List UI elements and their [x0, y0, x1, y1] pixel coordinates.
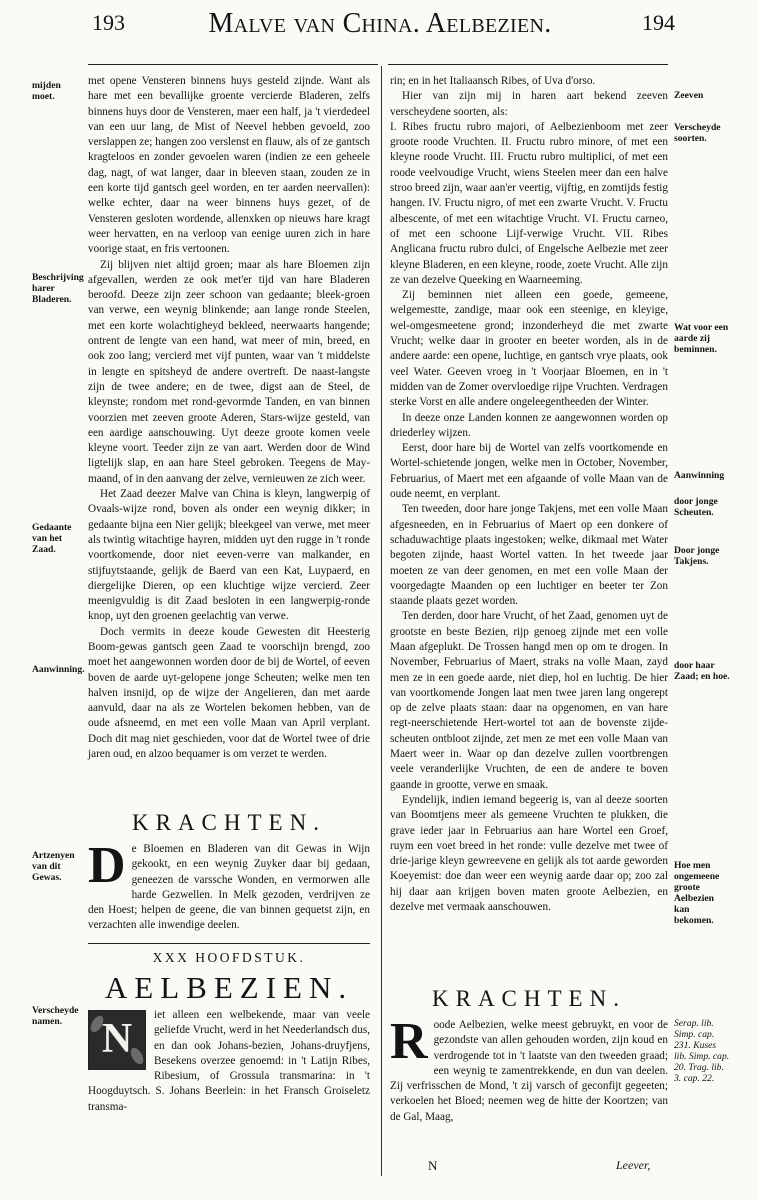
- margin-note: Artzenyen van dit Gewas.: [32, 850, 75, 883]
- margin-note: Aanwinning: [674, 470, 725, 481]
- initial-letter: N: [101, 1016, 133, 1062]
- section-heading-krachten: KRACHTEN.: [432, 986, 626, 1011]
- krachten-text: oode Aelbezien, welke meest gebruykt, en voor de gezondste van allen gehouden worden, zijn koud en verdrogende tot in 't laatste van den tweeden graad; een weynig te zamentrekkende, en dun van deelen. Zij verfrisschen de Mond, 't zij varsch of geconfijt gegeeten; verkoelen het Bloed; neemen weg de hitte der Koortzen; van de Gal, Maag,: [390, 1019, 668, 1123]
- margin-note: Gedaante van het Zaad.: [32, 522, 72, 555]
- paragraph: Ten derden, door hare Vrucht, of het Zaad, genomen uyt de grootste en beste Bezien, rijp genoeg zijnde met een volle Maan afgeplukt. De Trossen hangd men op om te drogen. In November, Februarius of Maert, straks na volle Maan, zayd men ze in een goede aarde, niet diep, hol en luchtig. De hier van voortkomende Jongen laat men twee jaren lang ongerept op de zelve plaats staan: daar na opgenomen, en van hare regt-neerschietende Hert-wortel tot aan de bovenste zijde-scheuten ontbloot zijnde, zet men ze met een volle Maan van Maert weer in. Waar op dan dezelve zullen voortbrengen veele veranderlijke Vruchten, de een de andere te boven gaande in grootte, verwe en smaak.: [390, 610, 668, 791]
- krachten-text: e Bloemen en Bladeren van dit Gewas in Wijn gekookt, en een weynig Zuyker daar bij gedaan, geneezen de varssche Wonden, en vermorwen alle harde Gezwellen. In Melk gezoden, verdrijven ze den Hoest; helpen de geene, die van binnen gequetst zijn, en verzachten alle inwendige deelen.: [88, 843, 370, 932]
- margin-references: Serap. lib. Simp. cap. 231. Kuses lib. Simp. cap. 20. Trag. lib. 3. cap. 22.: [674, 1018, 730, 1084]
- catchword: Leever,: [616, 1158, 651, 1172]
- column-divider: [381, 66, 382, 1176]
- margin-note: door haar Zaad; en hoe.: [674, 660, 730, 682]
- paragraph: Doch vermits in deeze koude Gewesten dit Heesterig Boom-gewas gantsch geen Zaad te voorschijn brengd, zoo moet het aangewonnen worden door de bij de Wortel, of eeven boven de aarde uyt-gelopene jonge Scheuten; welke men ten halven insnijd, op de wijze der Angelieren, dan met aarde aanvuld, daar na als ze Wortelen bekomen hebben, van de oude afsneemd, en met een volle Maan van April verplant. Doch dit mag niet geschieden, voor dat de Wortel twee of drie jaren oud, en alzoo bequamer is om verzet te werden.: [88, 625, 370, 761]
- paragraph: Zij blijven niet altijd groen; maar als hare Bloemen zijn afgevallen, werden ze ook met'er tijd van hare Bladeren beroofd. Deeze zijn zeer schoon van gedaante; bleek-groen van verwe, een weynig blinkende; aan lange ronde Steelen, met een korte wolachtigheyd bekleed, neerwaarts hangende; ontrent de lengte van een hand, wat meer of min, breed, en ook zoo lang; vercierd met vijf punten, waar van 't middelste in lengte en spitsheyd de andere overtreft. De naast-langste zijn de twee andere; en de twee, digst aan de Steel, de kleynste; rondom met rond-gevormde Tanden, en van binnen voorzien met zeeven groote Aderen, Stars-wijze gesteld, van een aardige aanschouwing. Uyt deeze groote komen veele kleyne voort. Teeder zijn ze van aart. Werden door de Wind ligtelijk slap, en aan hare Steel gebroken. Teegens de May-maand, of in den aanvang der zelve, vernieuwen ze zich weer.: [88, 258, 370, 485]
- page-number-left: 193: [92, 10, 125, 35]
- krachten-paragraph: [88, 837, 370, 934]
- margin-note: Door jonge Takjens.: [674, 545, 720, 567]
- drop-cap: R: [390, 1013, 428, 1070]
- left-column: [88, 74, 370, 762]
- paragraph: Ten tweeden, door hare jonge Takjens, met een volle Maan afgesneeden, en in Februarius of Maert op een donkere of schaduwachtige plaats ingestoken; welke, dikmaal met Water begoten zijnde, haast Wortel vatten. In het tweede jaar moeten ze van deer genomen, en met een volle Maan der voorgedagte Maanden op een luchtiger en beeter ter Zon staande plaats gezet worden.: [390, 503, 668, 608]
- header-rule-left: [88, 64, 378, 65]
- right-column: [390, 74, 668, 915]
- margin-note: Aanwinning.: [32, 664, 85, 675]
- ornamental-initial: [88, 1010, 146, 1070]
- paragraph: I. Ribes fructu rubro majori, of Aelbezienboom met zeer groote roode Vruchten. II. Fructu rubro minore, of met een kleyne roode Vrucht. III. Fructu rubro multiplici, of met een roode veelvoudige Vrucht, wiens Steelen meer dan een halve stroo breed zijn, waar aan'er veertig, vijftig, en zomtijds festig hangen. IV. Fructu nigro, of met een zwarte Vrucht. V. Fructu albescente, of met een witachtige Vrucht. VI. Fructu carneo, of met een schoone Lijf-verwige Vrucht. VII. Ribes Anglicana fructu rubro dulci, of Engelsche Aelbezie met zeer kleyne Bladeren, en een kleyne, roode, zoete Vrucht. Alle zijn ze van dezelve Queeking en Waarneeming.: [390, 120, 668, 286]
- header-rule-right: [388, 64, 668, 65]
- aelbezien-paragraph: [88, 1008, 370, 1115]
- margin-note: Hoe men ongemeene groote Aelbezien kan bekomen.: [674, 860, 720, 926]
- margin-note: Verscheyde soorten.: [674, 122, 721, 144]
- section-heading-krachten: KRACHTEN.: [132, 810, 326, 835]
- paragraph: rin; en in het Italiaansch Ribes, of Uva d'orso.: [390, 75, 596, 87]
- margin-note: Zeeven: [674, 90, 704, 101]
- paragraph: In deeze onze Landen konnen ze aangewonnen worden op driederley wijzen.: [390, 411, 668, 439]
- aelbezien-text: iet alleen een welbekende, maar van veele geliefde Vrucht, werd in het Neederlandsch dus, en dan ook Johans-bezien, Johans-druyfjens, Besekens overzee genoemd: in 't Latijn Ribes, Ribesium, of Grossula transmarina: in 't Hoogduytsch. S. Johans Beerlein: in het Fransch Groiseletz transma-: [88, 1009, 370, 1113]
- paragraph: Eerst, door hare bij de Wortel van zelfs voortkomende en Wortel-schietende jongen, welke men in October, November, Februarius, of Maert met een afgaande of volle Maan van de oude neemt, en verplant.: [390, 442, 668, 501]
- margin-note: Beschrijving harer Bladeren.: [32, 272, 84, 305]
- page-number-right: 194: [642, 10, 675, 35]
- paragraph: Hier van zijn mij in haren aart bekend zeeven verscheydene soorten, als:: [390, 90, 668, 118]
- chapter-number: XXX HOOFDSTUK.: [152, 950, 306, 965]
- margin-note: door jonge Scheuten.: [674, 496, 718, 518]
- drop-cap: D: [88, 837, 126, 894]
- margin-note: mijden moet.: [32, 80, 61, 102]
- running-title: Malve van China. Aelbezien.: [208, 8, 552, 39]
- signature-mark: N: [428, 1158, 438, 1173]
- chapter-rule: [88, 943, 370, 944]
- paragraph: Eyndelijk, indien iemand begeerig is, van al deeze soorten van Boomtjens meer als gemeene Vruchten te plukken, die grave ieder jaar in Februarius aan hare Wortel een Groef, ruym een voet breed in het ronde: vulle dezelve met twee of drie-jarige kleyn gewreevene en gelijk als tot aarde geworden Koeyemist: doe dan weer een weynig aarde daar op; zoo zal hij daar aan krijgen boven maten groote Aelbezien, en dezelve met vermaak aanschouwen.: [390, 793, 668, 914]
- paragraph: met opene Vensteren binnens huys gesteld zijnde. Want als hare met een bevallijke groente vercierde Bladeren, zelfs binnens huys door de Vensteren, maer een half, ja 't vierdedeel van een uur lang, de Mist of Neevel hebben gevoeld, zoo verslappen ze; hangen zoo verslenst en flauw, als of ze gantsch kragteloos en zonder gevoelen waren (indien ze een geheele dag, nagt, of wat langer, daar in bleeven staan, zouden ze in een korte tijd gantsch geel worden, en ter aarden neervallen): welke echter, daar na weer binnens huys gezet, of de Vensteren gesloten wordende, allenxken op nieuws hare kragt weer hervatten, en na verloop van eenige uuren zich in hare voorige staat, en fris vertoonen.: [88, 75, 370, 256]
- margin-note: Wat voor een aarde zij beminnen.: [674, 322, 729, 355]
- margin-note: Verscheyde namen.: [32, 1005, 79, 1027]
- paragraph: Het Zaad deezer Malve van China is kleyn, langwerpig of Ovaals-wijze rond, boven als onder een weynig dikker; in gedaante bijna een Nier gelijk; bleekgeel van verwe, met meer als twintig witachtige hayren, midden uyt den rugge in 't ronde voortkomende, door niet eeven-verre van malkander, en stijfuytstaande, gelijk de Baerd van een Kat, Luypaerd, en diergelijke Dieren, op een kluchtige wijze vercierd. Zeer meenigvuldig is dit Zaad besloten in een langwerpig-ronde knop, uyt den groenen geelachtig van verwe.: [88, 488, 370, 623]
- paragraph: Zij beminnen niet alleen een goede, gemeene, welgemestte, zandige, maar ook een steenige, en kleyige, wel-omgesmeetene grond; inzonderheyd die met zwarte Vrucht; welke daar in grooter en beeter worden, als in de andere aarde: een opene, luchtige, en gantsch vrye plaats, ook veel Water. Geeven vroeg in 't Voorjaar Bloemen, en in 't midden van de Zomer overvloedige rijpe Vruchten. Verdragen sterke Vorst en alle andere ongeleegentheeden der Winter.: [390, 289, 668, 409]
- chapter-title: AELBEZIEN.: [104, 970, 354, 1005]
- krachten-paragraph: [390, 1013, 668, 1125]
